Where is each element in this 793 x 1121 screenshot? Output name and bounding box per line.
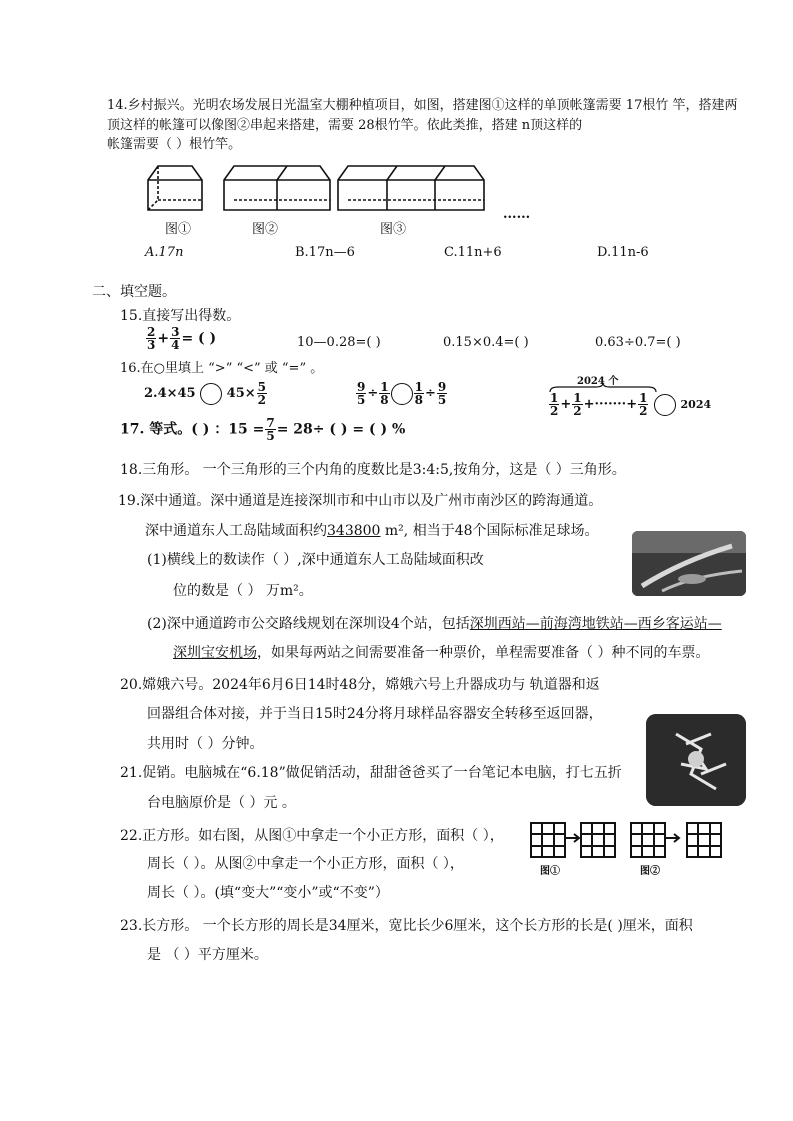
q23-line1: 23.长方形。 一个长方形的周长是34厘米，宽比长少6厘米，这个长方形的长是( )厘米，面积 [120, 918, 693, 934]
q15-eq3: 0.15×0.4=( ) [443, 335, 529, 350]
q16-compare-a: 2.4×45 45× $\frac{5}{2}$ [144, 380, 267, 407]
q23-line2: 是 （ ）平方厘米。 [147, 947, 268, 963]
q16-compare-c: $\frac{1}{2}$ + $\frac{1}{2}$ +·······+ $\frac{1}{2}$ 2024 [550, 391, 712, 418]
grid-figure-2b [686, 822, 722, 858]
q19-part1-a: (1)横线上的数读作（ ）,深中通道东人工岛陆域面积改 [147, 552, 484, 568]
q16-title: 16.在○里填上 “>” “<” 或 “=” 。 [120, 361, 324, 376]
q20-line3: 共用时（ ）分钟。 [147, 736, 264, 752]
tent-figure-1 [148, 166, 202, 210]
q14-line1: 14.乡村振兴。光明农场发展日光温室大棚种植项目，如图，搭建图①这样的单顶帐篷需要 17根竹 竿，搭建两 [107, 98, 738, 113]
compare-circle-a[interactable] [200, 383, 222, 405]
section-title: 二、填空题。 [92, 284, 176, 300]
fig-ellipsis: ...... [503, 207, 531, 222]
grid-figure-2a [630, 822, 666, 858]
grid-figure-1b [580, 822, 616, 858]
q20-line2: 回器组合体对接，并于当日15时24分将月球样品容器安全转移至返回器， [147, 706, 603, 722]
lunar-photo [646, 714, 746, 806]
fig3-caption: 图③ [380, 222, 407, 237]
q17-equation: 17. 等式。( ) ：15 = $\frac{7}{5}$ = 28÷ ( ) = ( ) % [120, 416, 406, 443]
lunar-image [646, 714, 746, 806]
q15-eq1: $\frac{2}{3}$ + $\frac{3}{4}$ = ( ) [147, 325, 217, 352]
area-number: 343800 [327, 523, 381, 539]
arrow-icon-2 [666, 832, 684, 844]
fig2-caption: 图② [252, 222, 279, 237]
tent-figure-2 [224, 166, 330, 210]
q14-line3: 帐篷需要（ ）根竹竿。 [107, 137, 242, 152]
q22-line1: 22.正方形。如右图，从图①中拿走一个小正方形，面积（ ）， [120, 828, 504, 844]
q19-part1-b: 位的数是（ ） 万m²。 [173, 583, 313, 599]
grid-figure-1a [530, 822, 566, 858]
tent-figures [140, 158, 540, 218]
q22-line3: 周长（ ）。(填“变大”“变小”或“不变”） [147, 885, 389, 901]
q16-compare-b: $\frac{9}{5}$ ÷ $\frac{1}{8}$ $\frac{1}{8}$ ÷ $\frac{9}{5}$ [357, 380, 447, 407]
q19-area-line: 深中通道东人工岛陆域面积约343800 m², 相当于48个国际标准足球场。 [145, 523, 599, 539]
q16-count-label: 2024 个 [577, 376, 619, 387]
q14-option-c: C.11n+6 [444, 245, 502, 260]
q14-option-a: A.17n [145, 245, 184, 260]
compare-circle-c[interactable] [654, 394, 676, 416]
q14-line2: 顶这样的帐篷可以像图②串起来搭建，需要 28根竹竿。依此类推，搭建 n顶这样的 [107, 118, 583, 133]
q21-line2: 台电脑原价是（ ）元 。 [147, 795, 296, 811]
q19-part2-a: (2)深中通道跨市公交路线规划在深圳设4个站，包括深圳西站—前海湾地铁站—西乡客运站— [147, 616, 722, 632]
q15-eq4: 0.63÷0.7=( ) [595, 335, 681, 350]
q15-title: 15.直接写出得数。 [120, 308, 241, 324]
bridge-photo [632, 531, 746, 596]
q21-line1: 21.促销。电脑城在“6.18”做促销活动，甜甜爸爸买了一台笔记本电脑，打七五折 [120, 765, 622, 781]
grid-caption-1: 图① [540, 866, 560, 877]
compare-circle-b[interactable] [391, 383, 413, 405]
grid-caption-2: 图② [640, 866, 660, 877]
bridge-image [632, 531, 746, 596]
q18-text: 18.三角形。 一个三角形的三个内角的度数比是3:4:5,按角分，这是（ ）三角形。 [120, 462, 626, 478]
q20-line1: 20.嫦娥六号。2024年6月6日14时48分，嫦娥六号上升器成功与 轨道器和返 [120, 677, 600, 693]
q15-eq2: 10—0.28=( ) [297, 335, 381, 350]
q14-option-b: B.17n—6 [295, 245, 355, 260]
tent-figure-3 [338, 166, 484, 210]
q19-part2-b: 深圳宝安机场，如果每两站之间需要准备一种票价，单程需要准备（ ）种不同的车票。 [173, 645, 710, 661]
q22-line2: 周长（ ）。从图②中拿走一个小正方形，面积（ ）， [147, 856, 464, 872]
fig1-caption: 图① [165, 222, 192, 237]
q19-title: 19.深中通道。深中通道是连接深圳市和中山市以及广州市南沙区的跨海通道。 [118, 493, 603, 509]
q14-option-d: D.11n-6 [597, 245, 649, 260]
